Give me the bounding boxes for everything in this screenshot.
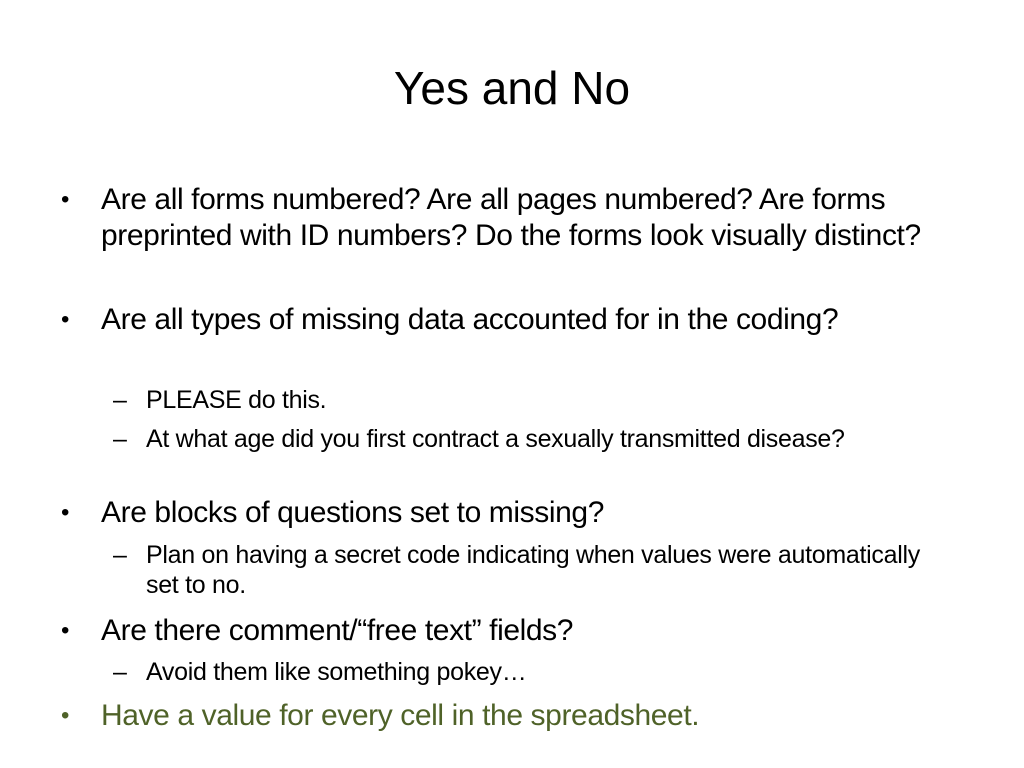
bullet-text: Have a value for every cell in the spreadsheet. (101, 699, 700, 732)
bullet-text: Are there comment/“free text” fields? (101, 614, 574, 647)
sub-bullet-item (113, 424, 946, 454)
bullet-dot-icon: • (61, 702, 70, 729)
bullet-item (61, 182, 981, 254)
bullet-item (61, 613, 981, 649)
sub-bullet-text: PLEASE do this. (146, 386, 327, 414)
bullet-text: Are all types of missing data accounted for in the coding? (101, 303, 839, 336)
bullet-dot-icon: • (61, 499, 70, 526)
bullet-text: Are all forms numbered? Are all pages numbered? Are forms preprinted with ID numbers? Do the forms look visually distinct? (101, 183, 921, 252)
bullet-dot-icon: • (61, 186, 70, 213)
sub-bullet-text: Plan on having a secret code indicating when values were automatically set to no. (146, 541, 920, 599)
bullet-item-highlighted (61, 698, 981, 734)
sub-bullet-text: At what age did you first contract a sexually transmitted disease? (146, 425, 845, 453)
dash-icon: – (113, 541, 127, 569)
sub-bullet-item (113, 385, 946, 415)
dash-icon: – (113, 425, 127, 453)
bullet-item (61, 302, 981, 338)
bullet-item (61, 495, 981, 531)
sub-bullet-item (113, 657, 946, 687)
bullet-dot-icon: • (61, 617, 70, 644)
bullet-text: Are blocks of questions set to missing? (101, 496, 604, 529)
sub-bullet-item (113, 540, 946, 600)
slide-title: Yes and No (393, 62, 631, 114)
dash-icon: – (113, 658, 127, 686)
dash-icon: – (113, 386, 127, 414)
sub-bullet-text: Avoid them like something pokey… (146, 658, 527, 686)
bullet-dot-icon: • (61, 306, 70, 333)
